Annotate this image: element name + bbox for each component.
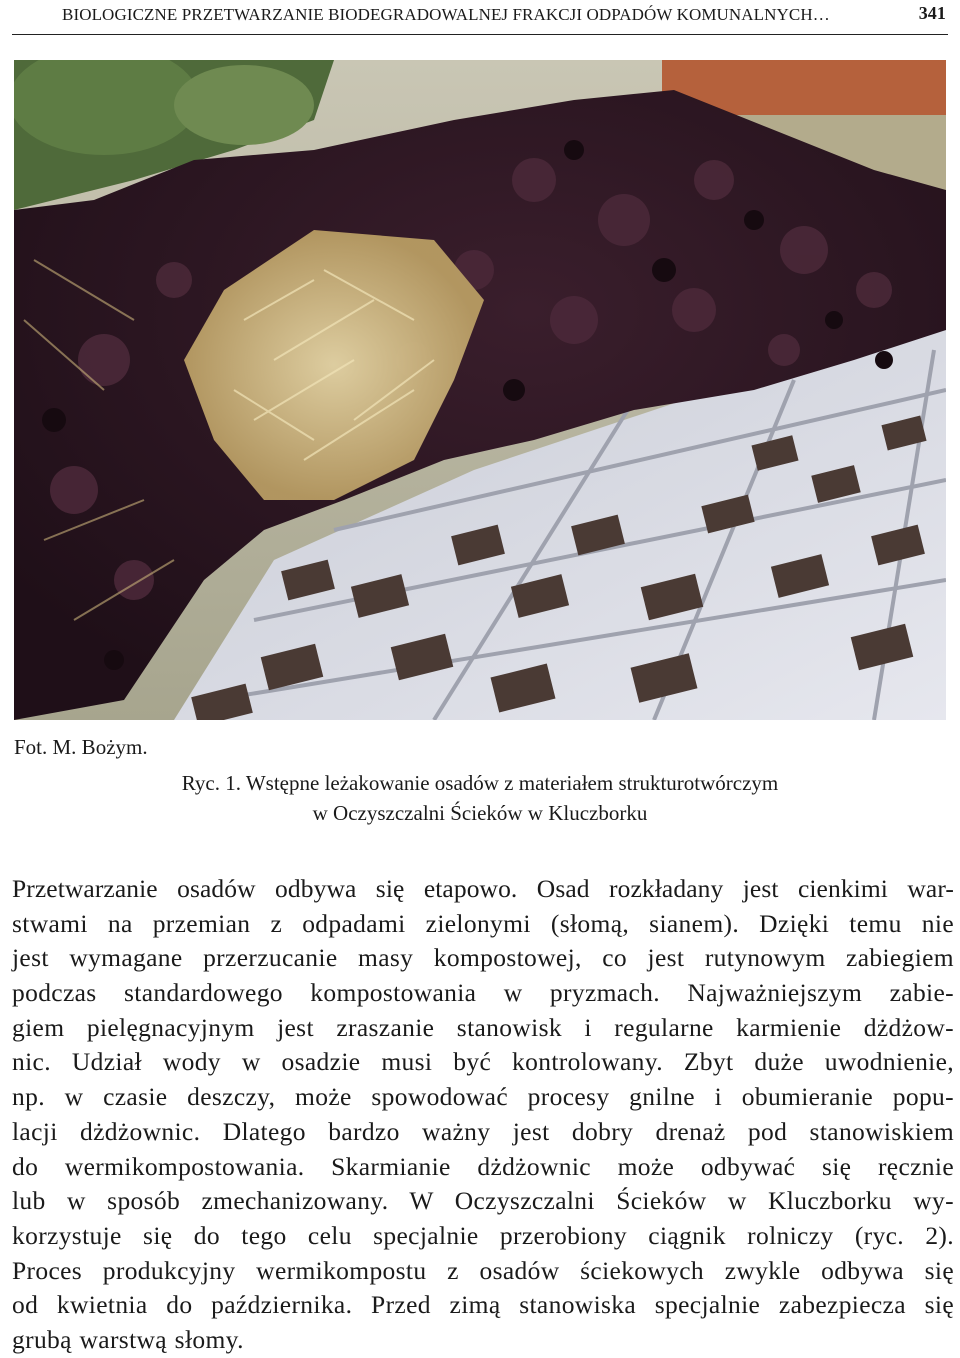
page-number: 341 [918,3,946,23]
body-line: np. w czasie deszczy, może spowodować procesy gnilne i obumieranie popu- [12,1082,954,1112]
figure-caption [0,768,960,828]
body-line: korzystuje się do tego celu specjalnie przerobiony ciągnik rolniczy (ryc. 2). [12,1220,954,1250]
body-line: lub w sposób zmechanizowany. W Oczyszczalni Ścieków w Kluczborku wy- [12,1186,954,1216]
body-line: nic. Udział wody w osadzie musi być kontrolowany. Zbyt duże uwodnienie, [12,1047,954,1077]
body-line: lacji dżdżownic. Dlatego bardzo ważny jest dobry drenaż pod stanowiskiem [12,1116,954,1146]
caption-line-2: w Oczyszczalni Ścieków w Kluczborku [312,801,648,825]
caption-line-1: Ryc. 1. Wstępne leżakowanie osadów z materiałem strukturotwórczym [181,771,779,795]
body-line: stwami na przemian z odpadami zielonymi (słomą, sianem). Dzięki temu nie [12,908,954,938]
body-line: grubą warstwą słomy. [12,1324,244,1354]
body-line: Proces produkcyjny wermikompostu z osadów ściekowych zwykle odbywa się [12,1255,954,1285]
body-line: giem pielęgnacyjnym jest zraszanie stanowisk i regularne karmienie dżdżow- [12,1012,954,1042]
body-line: podczas standardowego kompostowania w pryzmach. Najważniejszym zabie- [12,978,954,1008]
body-line: od kwietnia do października. Przed zimą stanowiska specjalnie zabezpiecza się [12,1290,954,1320]
body-paragraph [12,872,954,1358]
body-line: jest wymagane przerzucanie masy kompostowej, co jest rutynowym zabiegiem [12,943,954,973]
photo-credit: Fot. M. Bożym. [14,735,148,759]
running-header [12,0,948,35]
running-title: BIOLOGICZNE PRZETWARZANIE BIODEGRADOWALNEJ FRAKCJI ODPADÓW KOMUNALNYCH… [62,5,830,24]
body-line: do wermikompostowania. Skarmianie dżdżownic może odbywać się ręcznie [12,1151,954,1181]
body-line: Przetwarzanie osadów odbywa się etapowo. Osad rozkładany jest cienkimi war- [12,874,954,903]
compost-photo [14,60,946,720]
